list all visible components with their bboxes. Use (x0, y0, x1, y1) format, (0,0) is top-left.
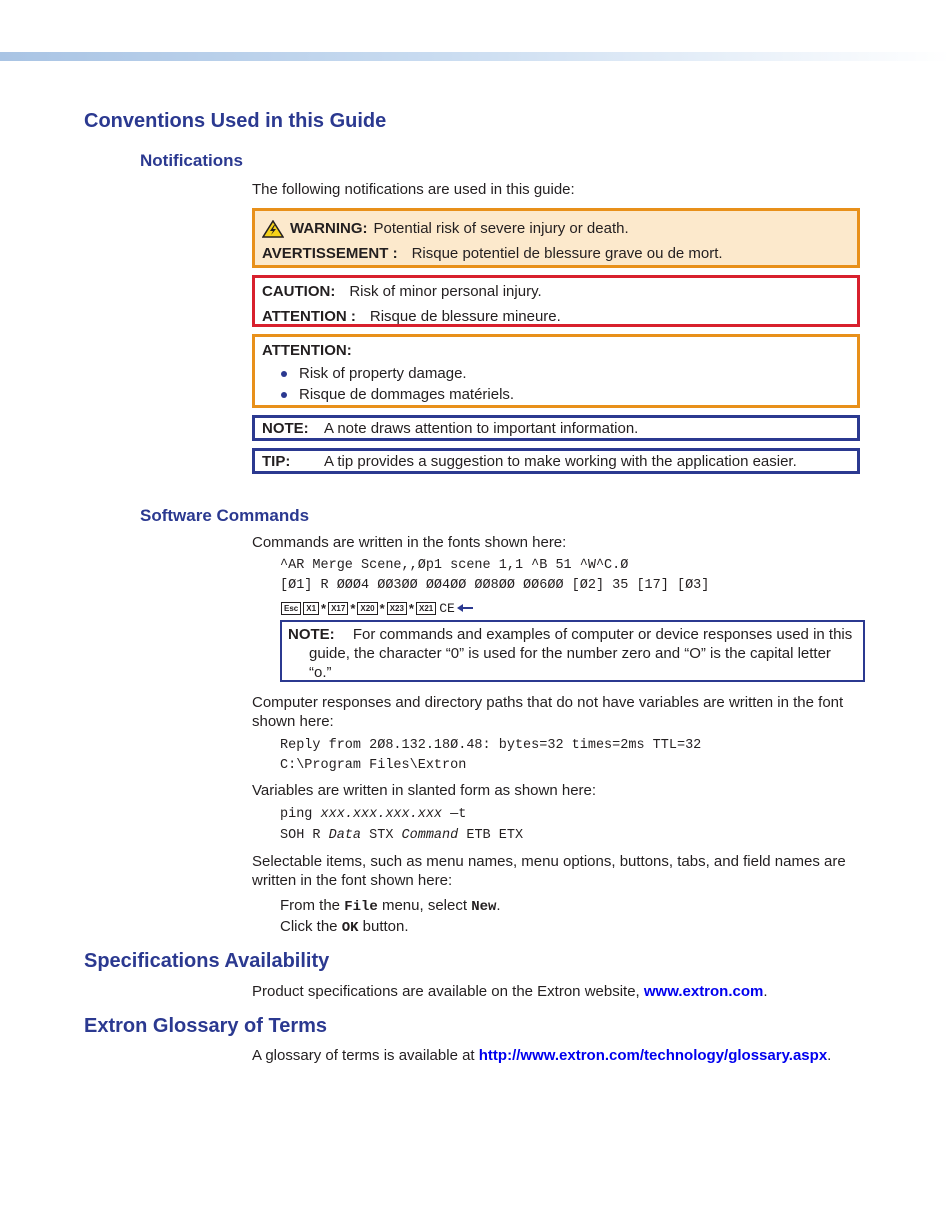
ping-example: ping xxx.xxx.xxx.xxx —t (280, 807, 467, 822)
attention-box (252, 334, 860, 408)
caution-text: Risk of minor personal injury. (349, 283, 542, 300)
enter-arrow-icon (457, 603, 473, 613)
key-x17: X17 (328, 602, 348, 615)
key-x21: X21 (416, 602, 436, 615)
ce-text: CE (439, 600, 455, 616)
extron-website-link[interactable]: www.extron.com (643, 983, 764, 1000)
header-band (0, 52, 950, 61)
command-example-2: [Ø1] R ØØØ4 ØØ3ØØ ØØ4ØØ ØØ8ØØ ØØ6ØØ [Ø2] 35 [17] [Ø3] (280, 578, 710, 593)
commands-intro: Commands are written in the fonts shown here: (252, 534, 567, 551)
bullet-icon (281, 392, 287, 398)
caution-box (252, 275, 860, 327)
key-x23: X23 (387, 602, 407, 615)
avertissement-label: AVERTISSEMENT : (262, 245, 398, 262)
electrical-warning-icon (262, 220, 284, 238)
soh-example: SOH R Data STX Command ETB ETX (280, 828, 524, 843)
path-example: C:\Program Files\Extron (280, 758, 467, 773)
glossary-heading: Extron Glossary of Terms (84, 1015, 328, 1037)
key-sequence: Esc X1 * X17 * X20 * X23 * X21 CE (280, 601, 473, 615)
avertissement-text: Risque potentiel de blessure grave ou de mort. (411, 245, 723, 262)
tip-label: TIP: (262, 452, 291, 470)
variables-intro: Variables are written in slanted form as shown here: (252, 782, 597, 799)
note-label: NOTE: (262, 419, 309, 437)
software-note-label: NOTE: (288, 626, 335, 643)
tip-text: A tip provides a suggestion to make working with the application easier. (324, 452, 797, 470)
attention-property-label: ATTENTION: (262, 342, 352, 359)
conventions-heading: Conventions Used in this Guide (84, 110, 387, 132)
responses-intro: Computer responses and directory paths that do not have variables are written in the font shown here: (252, 694, 844, 730)
key-esc: Esc (281, 602, 301, 615)
notifications-heading: Notifications (140, 151, 243, 170)
software-commands-heading: Software Commands (140, 506, 310, 525)
tip-box (252, 448, 860, 474)
attention-text: Risque de blessure mineure. (369, 308, 561, 325)
list-item: Risk of property damage. (255, 363, 857, 384)
note-text: A note draws attention to important information. (324, 419, 639, 437)
bullet-icon (281, 371, 287, 377)
specifications-heading: Specifications Availability (84, 950, 330, 972)
software-note-text: For commands and examples of computer or device responses used in this guide, the character “0” is used for the number zero and “O” is the capital letter “o.” (309, 626, 853, 681)
key-x1: X1 (303, 602, 319, 615)
specifications-text: Product specifications are available on the Extron website, www.extron.com. (252, 983, 768, 1000)
warning-box (252, 208, 860, 268)
file-menu-example: From the File menu, select New. (280, 897, 501, 915)
command-example-1: ^AR Merge Scene,,Øp1 scene 1,1 ^B 51 ^W^C.Ø (280, 558, 629, 573)
list-item: Risque de dommages matériels. (255, 384, 857, 405)
caution-label: CAUTION: (262, 283, 336, 300)
note-box (252, 415, 860, 441)
notifications-intro: The following notifications are used in this guide: (252, 181, 575, 198)
reply-example: Reply from 2Ø8.132.18Ø.48: bytes=32 times=2ms TTL=32 (280, 738, 702, 753)
glossary-text: A glossary of terms is available at http://www.extron.com/technology/glossary.aspx. (252, 1047, 832, 1064)
warning-text: Potential risk of severe injury or death. (373, 220, 629, 237)
software-note-box (280, 620, 865, 682)
glossary-link[interactable]: http://www.extron.com/technology/glossary.aspx (478, 1047, 828, 1064)
selectable-intro: Selectable items, such as menu names, menu options, buttons, tabs, and field names are written in the font shown here: (252, 853, 846, 889)
attention-label: ATTENTION : (262, 308, 356, 325)
ok-button-example: Click the OK button. (280, 918, 409, 936)
key-x20: X20 (357, 602, 377, 615)
warning-label: WARNING: (290, 220, 368, 237)
